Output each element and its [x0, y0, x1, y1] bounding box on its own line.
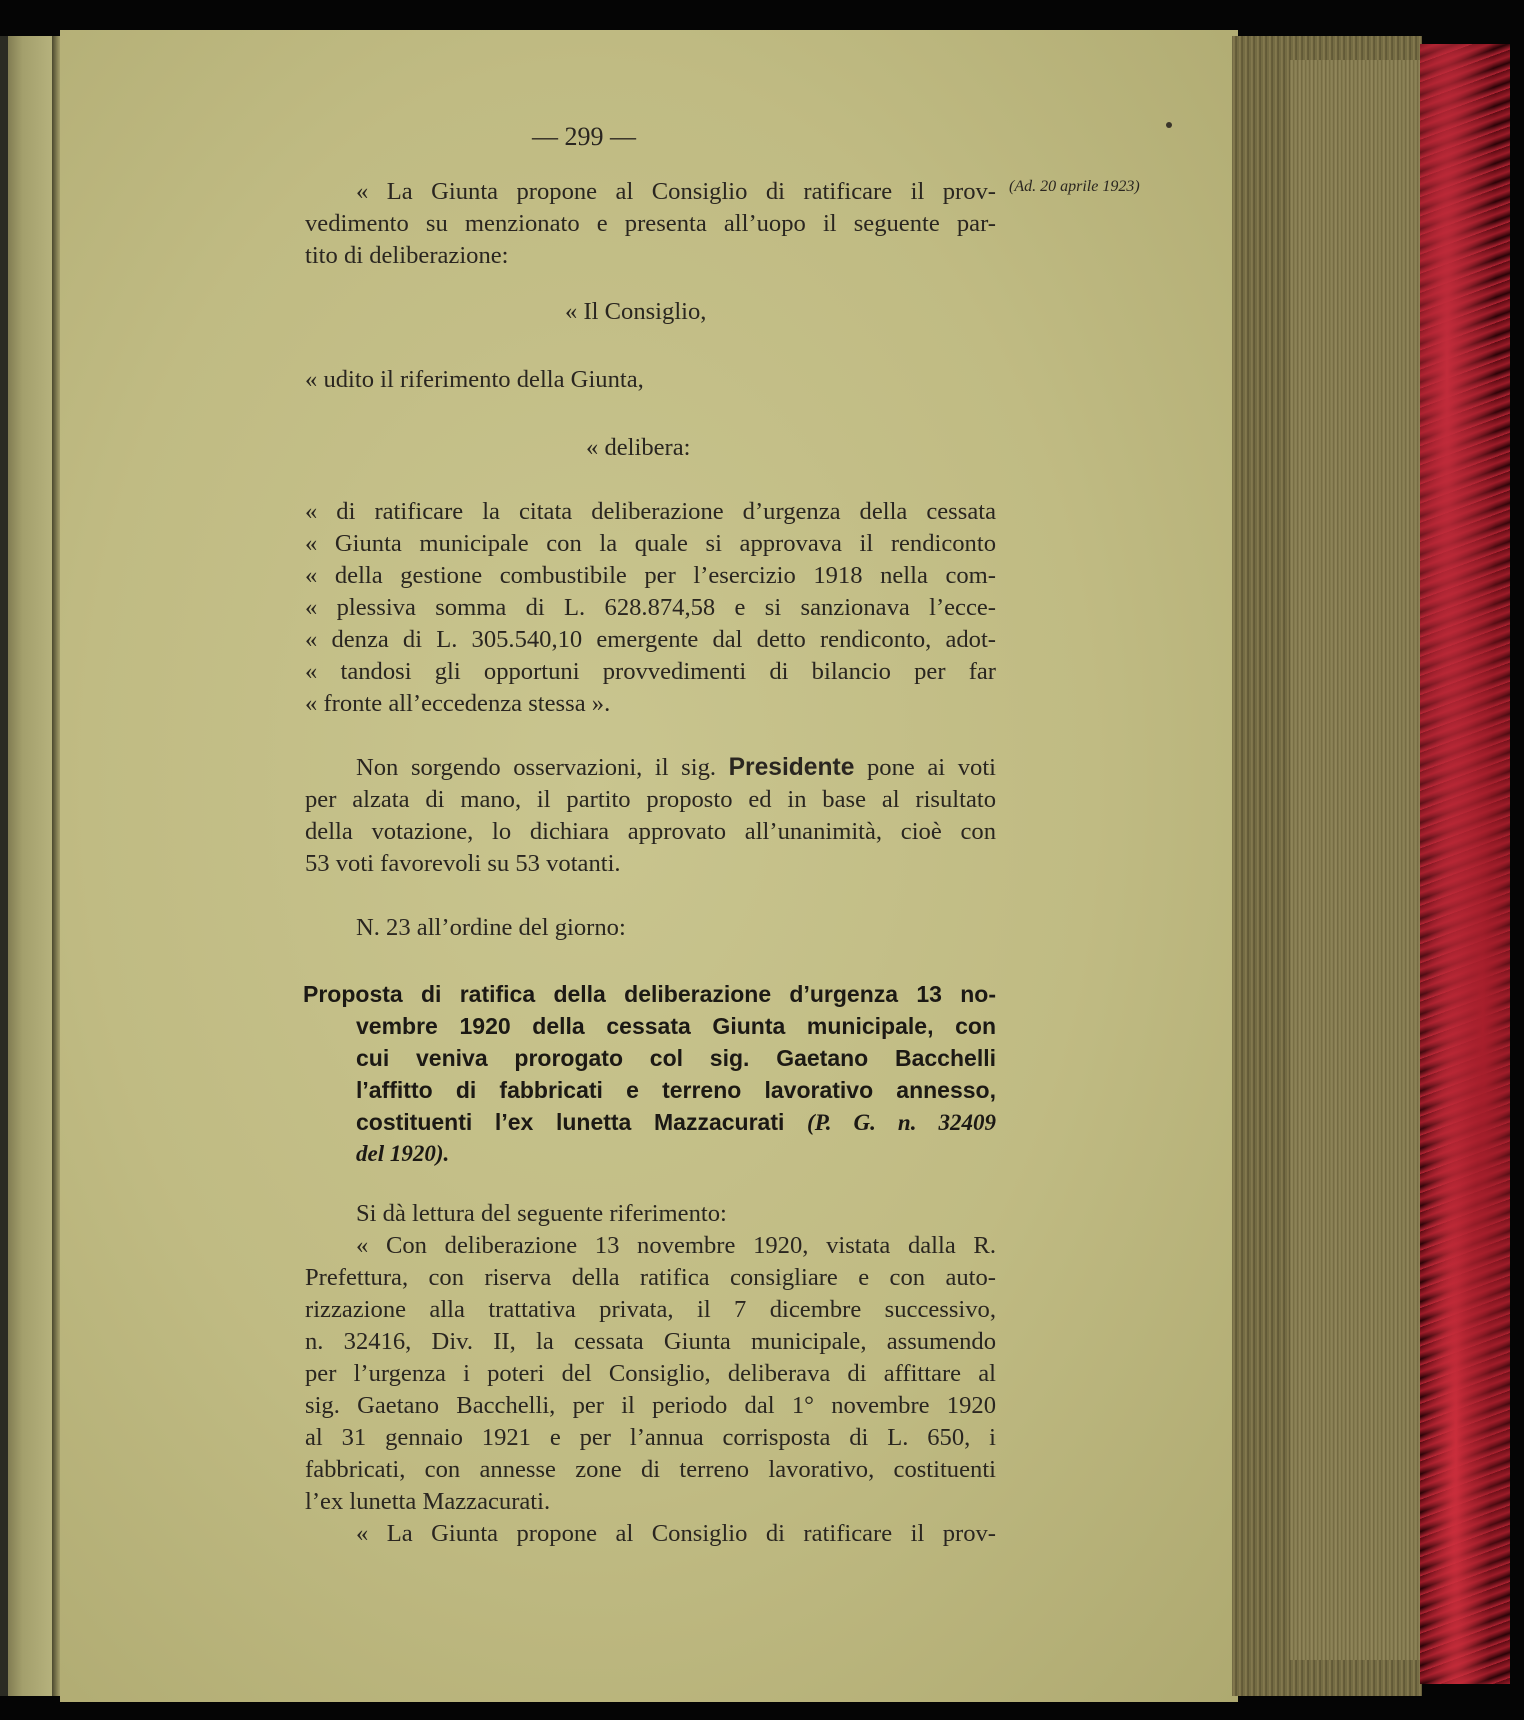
- resolution-verb: « delibera:: [586, 434, 691, 461]
- proposal-heading-line: vembre 1920 della cessata Giunta municipale, con: [356, 1013, 996, 1039]
- protocol-reference: del 1920).: [356, 1141, 450, 1166]
- vote-line: [356, 752, 996, 784]
- resolution-line: « della gestione combustibile per l’esercizio 1918 nella com-: [305, 562, 996, 589]
- president-name: Presidente: [728, 754, 855, 781]
- reference-line: rizzazione alla trattativa privata, il 7 dicembre successivo,: [305, 1296, 996, 1323]
- ink-speck: [1166, 122, 1172, 128]
- resolution-line: « Giunta municipale con la quale si approvava il rendiconto: [305, 530, 996, 557]
- reference-line: n. 32416, Div. II, la cessata Giunta municipale, assumendo: [305, 1328, 996, 1355]
- reference-line: fabbricati, con annesse zone di terreno lavorativo, costituenti: [305, 1456, 996, 1483]
- proposal-heading-line: cui veniva prorogato col sig. Gaetano Bacchelli: [356, 1045, 996, 1071]
- resolution-line: « denza di L. 305.540,10 emergente dal detto rendiconto, adot-: [305, 626, 996, 653]
- proposal-heading-line: Proposta di ratifica della deliberazione d’urgenza 13 no-: [303, 981, 996, 1007]
- reference-line: sig. Gaetano Bacchelli, per il periodo dal 1° novembre 1920: [305, 1392, 996, 1419]
- proposal-heading-text: costituenti l’ex lunetta Mazzacurati: [356, 1109, 785, 1135]
- resolution-line: « di ratificare la citata deliberazione d’urgenza della cessata: [305, 498, 996, 525]
- reference-line: « Con deliberazione 13 novembre 1920, vistata dalla R.: [356, 1232, 996, 1259]
- vote-text: pone ai voti: [866, 754, 996, 781]
- reference-line: Prefettura, con riserva della ratifica consigliare e con auto-: [305, 1264, 996, 1291]
- left-page-edge: [0, 36, 56, 1696]
- reference-line: per l’urgenza i poteri del Consiglio, deliberava di affittare al: [305, 1360, 996, 1387]
- left-binding-shadow: [0, 36, 8, 1696]
- margin-date-note: (Ad. 20 aprile 1923): [1009, 178, 1140, 195]
- marbled-cover-edge: [1420, 44, 1510, 1684]
- reference-line: al 31 gennaio 1921 e per l’annua corrisposta di L. 650, i: [305, 1424, 996, 1451]
- vote-line: 53 voti favorevoli su 53 votanti.: [305, 850, 621, 877]
- paragraph-line: « La Giunta propone al Consiglio di ratificare il prov-: [356, 1520, 996, 1547]
- proposal-heading-line: [356, 1106, 996, 1139]
- resolution-line: « plessiva somma di L. 628.874,58 e si sanzionava l’ecce-: [305, 594, 996, 621]
- protocol-reference: (P. G. n. 32409: [807, 1110, 996, 1135]
- agenda-item: N. 23 all’ordine del giorno:: [356, 914, 626, 941]
- vote-line: per alzata di mano, il partito proposto ed in base al risultato: [305, 786, 996, 813]
- vote-text: Non sorgendo osservazioni, il sig.: [356, 754, 717, 781]
- paragraph-line: « La Giunta propone al Consiglio di ratificare il prov-: [356, 178, 996, 205]
- reading-intro: Si dà lettura del seguente riferimento:: [356, 1200, 727, 1227]
- page-number: — 299 —: [532, 122, 636, 151]
- resolution-heading: « Il Consiglio,: [565, 298, 707, 325]
- paragraph-line: tito di deliberazione:: [305, 242, 509, 269]
- page-stack: [1290, 60, 1420, 1660]
- resolution-line: « tandosi gli opportuni provvedimenti di bilancio per far: [305, 658, 996, 685]
- proposal-heading-line: l’affitto di fabbricati e terreno lavorativo annesso,: [356, 1077, 996, 1103]
- resolution-line: « fronte all’eccedenza stessa ».: [305, 690, 611, 717]
- vote-line: della votazione, lo dichiara approvato all’unanimità, cioè con: [305, 818, 996, 845]
- resolution-preamble: « udito il riferimento della Giunta,: [305, 366, 644, 393]
- paragraph-line: vedimento su menzionato e presenta all’uopo il seguente par-: [305, 210, 996, 237]
- reference-line: l’ex lunetta Mazzacurati.: [305, 1488, 551, 1515]
